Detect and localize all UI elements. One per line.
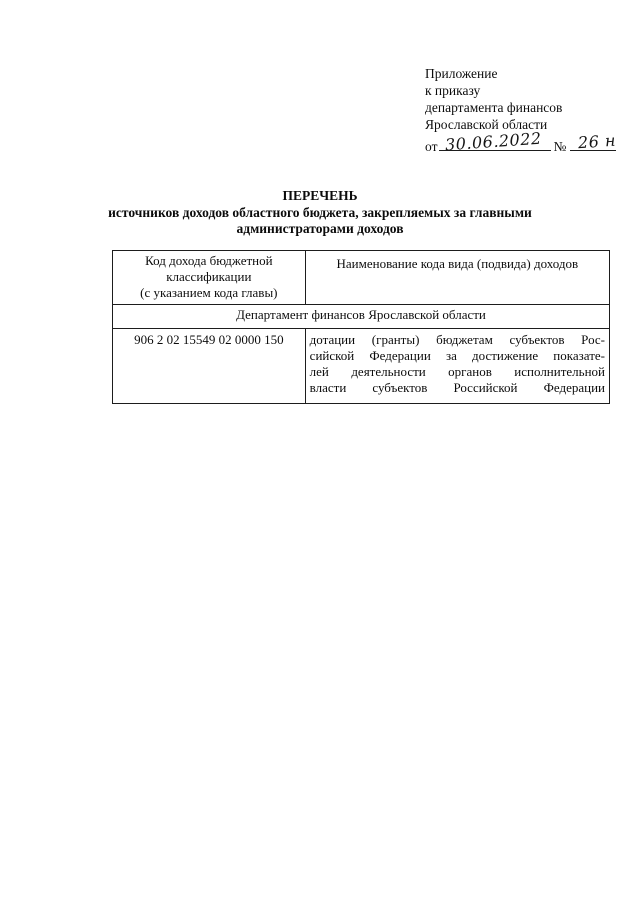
description-line: дотации (гранты) бюджетам субъектов Рос- <box>309 332 605 347</box>
document-subtitle-2: администраторами доходов <box>236 221 404 236</box>
handwritten-number: 26 н <box>577 130 617 153</box>
income-description-cell <box>305 329 609 404</box>
approval-line-2: к приказу <box>425 83 481 98</box>
approval-date-row <box>425 128 617 155</box>
income-sources-table <box>112 250 610 404</box>
approval-line-3: департамента финансов <box>425 100 563 115</box>
department-name-cell: Департамент финансов Ярославской области <box>113 305 610 329</box>
income-code-cell: 906 2 02 15549 02 0000 150 <box>113 329 306 404</box>
table-row <box>113 329 610 404</box>
header-code-line-3: (с указанием кода главы) <box>140 285 278 300</box>
number-underline <box>570 130 617 153</box>
approval-number-sign: № <box>553 139 567 154</box>
description-line: лей деятельности органов исполнительной <box>309 364 605 379</box>
header-code-line-1: Код дохода бюджетной <box>145 253 273 268</box>
document-title: ПЕРЕЧЕНЬ <box>282 188 358 203</box>
header-code-cell <box>113 251 306 305</box>
approval-block <box>425 65 616 155</box>
header-code-line-2: классификации <box>166 269 252 284</box>
table-department-row <box>113 305 610 329</box>
description-line: сийской Федерации за достижение показате- <box>309 348 605 363</box>
description-line: власти субъектов Российской Федерации <box>309 380 605 395</box>
header-name-cell: Наименование кода вида (подвида) доходов <box>305 251 609 305</box>
document-subtitle-1: источников доходов областного бюджета, закрепляемых за главными <box>108 205 532 220</box>
approval-date-prefix: от <box>425 139 438 154</box>
table-header-row <box>113 251 610 305</box>
approval-line-4: Ярославской области <box>425 117 548 132</box>
approval-line-1: Приложение <box>425 66 498 81</box>
handwritten-date: 30.06.2022 <box>444 128 543 155</box>
date-underline <box>439 128 551 155</box>
